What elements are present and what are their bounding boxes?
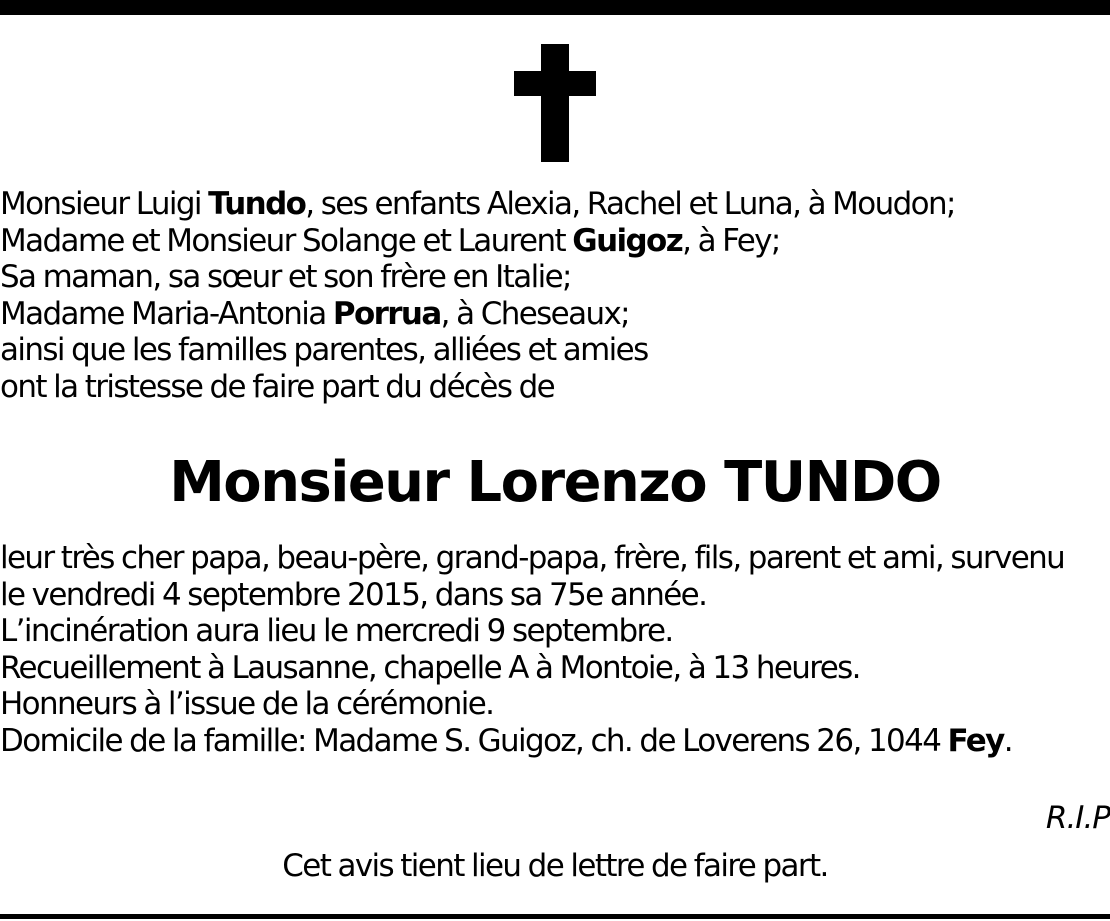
family-line: Madame et Monsieur Solange et Laurent Guigoz, à Fey; [0,222,780,259]
cross-horizontal-bar [514,71,596,96]
family-line: ont la tristesse de faire part du décès de [0,368,555,405]
cross-icon [514,44,596,162]
cross-vertical-bar [541,44,569,162]
family-line: ainsi que les familles parentes, alliées et amies [0,332,648,368]
details-line: L’incinération aura lieu le mercredi 9 septembre. [0,613,673,649]
funeral-details [0,540,1110,759]
family-line: Sa maman, sa sœur et son frère en Italie; [0,259,571,295]
family-line: Monsieur Luigi Tundo, ses enfants Alexia, Rachel et Luna, à Moudon; [0,186,955,222]
details-line: leur très cher papa, beau-père, grand-papa, frère, fils, parent et ami, survenu [0,540,1065,576]
details-line: Honneurs à l’issue de la cérémonie. [0,686,494,722]
footer-note: Cet avis tient lieu de lettre de faire part. [282,848,828,884]
deceased-name-heading: Monsieur Lorenzo TUNDO [169,450,941,515]
rip-signoff: R.I.P [1045,800,1110,836]
family-line: Madame Maria-Antonia Porrua, à Cheseaux; [0,295,629,332]
details-line: Domicile de la famille: Madame S. Guigoz, ch. de Loverens 26, 1044 Fey. [0,722,1012,759]
family-announcement [0,186,1110,405]
top-border-rule [0,0,1110,15]
details-line: Recueillement à Lausanne, chapelle A à Montoie, à 13 heures. [0,649,860,686]
bottom-border-rule [0,914,1110,919]
details-line: le vendredi 4 septembre 2015, dans sa 75e année. [0,576,707,613]
